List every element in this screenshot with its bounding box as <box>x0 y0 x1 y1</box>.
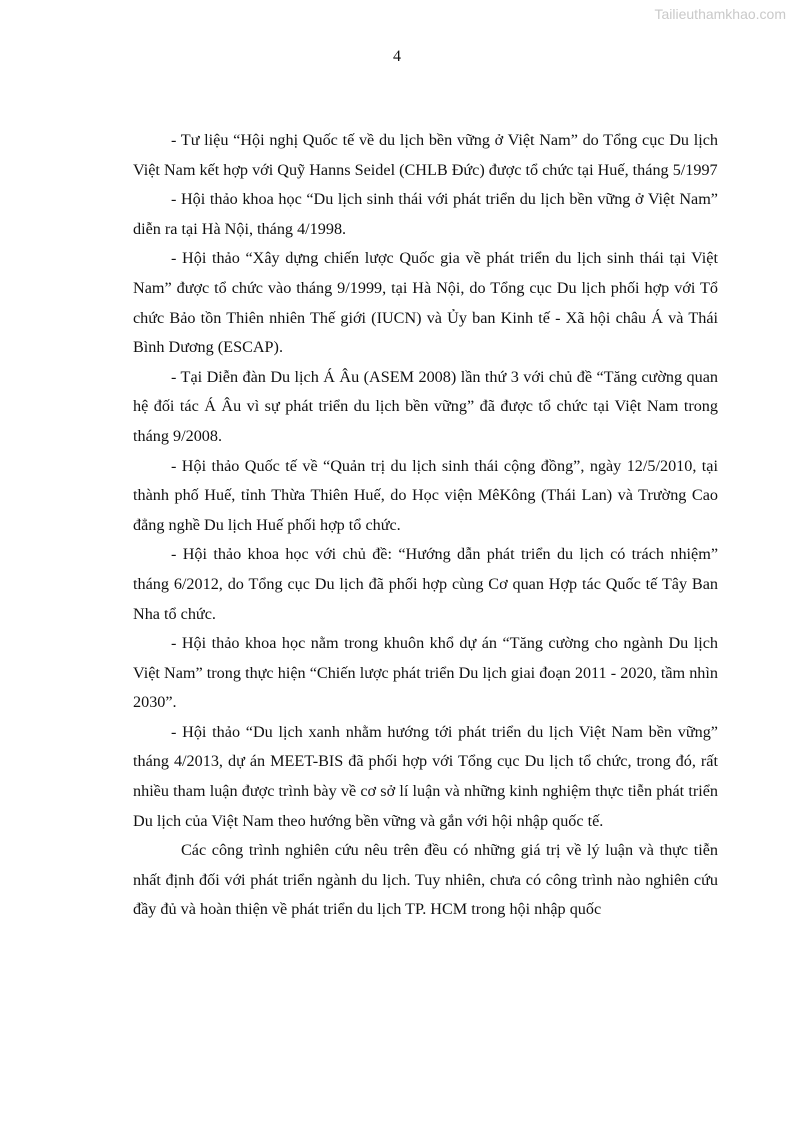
paragraph: - Hội thảo Quốc tế về “Quản trị du lịch sinh thái cộng đồng”, ngày 12/5/2010, tại thành phố Huế, tỉnh Thừa Thiên Huế, do Học viện MêKông (Thái Lan) và Trường Cao đẳng nghề Du lịch Huế phối hợp tổ chức. <box>133 456 718 534</box>
watermark-text: Tailieuthamkhao.com <box>654 6 786 22</box>
paragraph: - Hội thảo “Xây dựng chiến lược Quốc gia về phát triển du lịch sinh thái tại Việt Nam” được tổ chức vào tháng 9/1999, tại Hà Nội, do Tổng cục Du lịch phối hợp với Tổ chức Bảo tồn Thiên nhiên Thế giới (IUCN) và Ủy ban Kinh tế - Xã hội châu Á và Thái Bình Dương (ESCAP). <box>133 249 718 357</box>
paragraph: - Hội thảo khoa học “Du lịch sinh thái với phát triển du lịch bền vững ở Việt Nam” diễn ra tại Hà Nội, tháng 4/1998. <box>133 190 718 238</box>
paragraph: - Tư liệu “Hội nghị Quốc tế về du lịch bền vững ở Việt Nam” do Tổng cục Du lịch Việt Nam kết hợp với Quỹ Hanns Seidel (CHLB Đức) được tổ chức tại Huế, tháng 5/1997 <box>133 131 718 179</box>
closing-paragraph: Các công trình nghiên cứu nêu trên đều có những giá trị về lý luận và thực tiễn nhất định đối với phát triển ngành du lịch. Tuy nhiên, chưa có công trình nào nghiên cứu đầy đủ và hoàn thiện về phát triển du lịch TP. HCM trong hội nhập quốc <box>133 841 718 919</box>
paragraph: - Hội thảo “Du lịch xanh nhằm hướng tới phát triển du lịch Việt Nam bền vững” tháng 4/2013, dự án MEET-BIS đã phối hợp với Tổng cục Du lịch tổ chức, trong đó, rất nhiều tham luận được trình bày về cơ sở lí luận và những kinh nghiệm thực tiễn phát triển Du lịch của Việt Nam theo hướng bền vững và gắn với hội nhập quốc tế. <box>133 722 718 830</box>
document-body <box>133 126 718 925</box>
paragraph: - Hội thảo khoa học với chủ đề: “Hướng dẫn phát triển du lịch có trách nhiệm” tháng 6/2012, do Tổng cục Du lịch đã phối hợp cùng Cơ quan Hợp tác Quốc tế Tây Ban Nha tổ chức. <box>133 545 718 623</box>
page-number: 4 <box>393 48 401 65</box>
paragraph: - Tại Diễn đàn Du lịch Á Âu (ASEM 2008) lần thứ 3 với chủ đề “Tăng cường quan hệ đối tác Á Âu vì sự phát triển du lịch bền vững” đã được tổ chức tại Việt Nam trong tháng 9/2008. <box>133 367 718 445</box>
paragraph: - Hội thảo khoa học nằm trong khuôn khổ dự án “Tăng cường cho ngành Du lịch Việt Nam” trong thực hiện “Chiến lược phát triển Du lịch giai đoạn 2011 - 2020, tầm nhìn 2030”. <box>133 634 718 712</box>
